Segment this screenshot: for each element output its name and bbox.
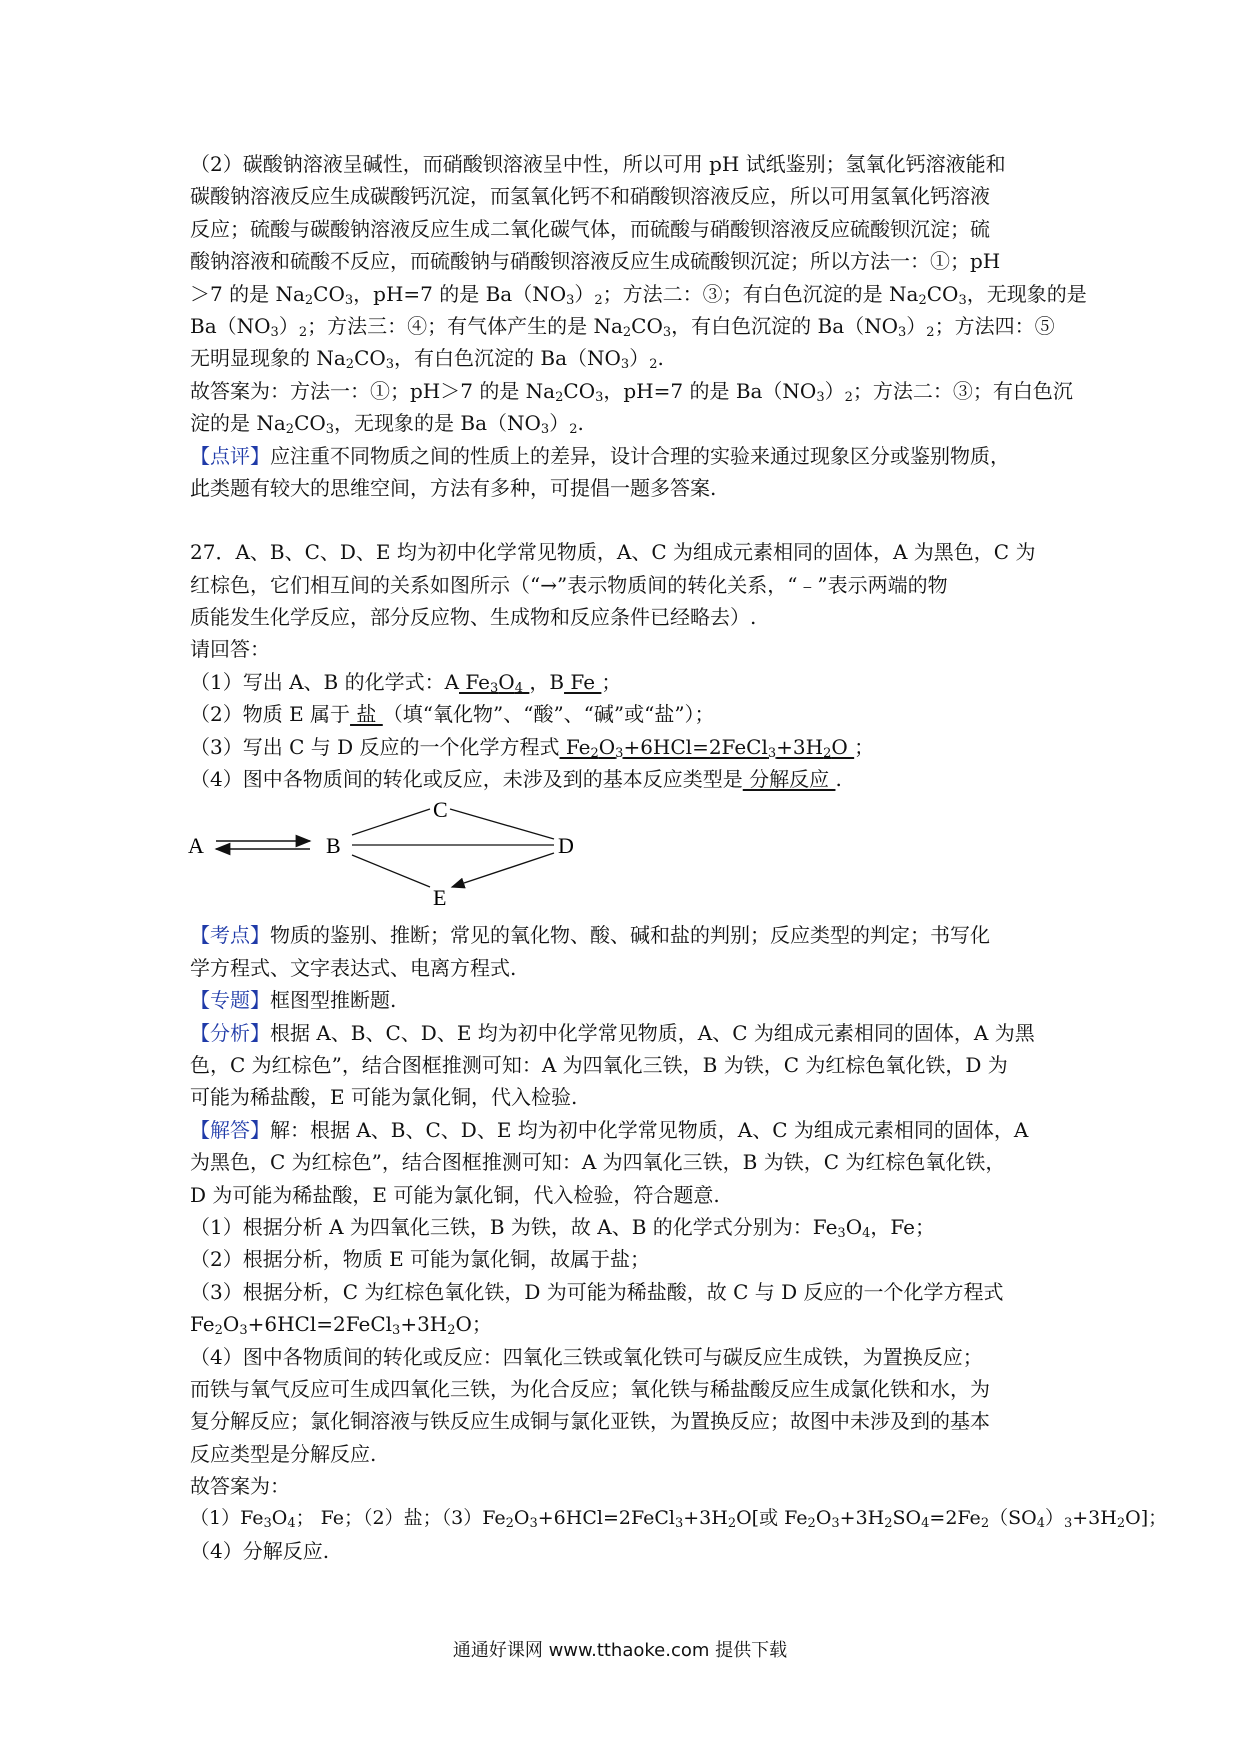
text-line: 学方程式、文字表达式、电离方程式. [190, 955, 517, 980]
q3-answer: $Fe_2O_3+6HCl=2FeCl_3+3H_2O$ [559, 734, 855, 761]
text-line: 酸钠溶液和硫酸不反应，而硫酸钠与硝酸钡溶液反应生成硫酸钡沉淀；所以方法一：①；pH [190, 249, 1001, 274]
q4-text: （4）图中各物质间的转化或反应，未涉及到的基本反应类型是 [190, 767, 743, 792]
text-line: 色，C 为红棕色”，结合图框推测可知：A 为四氧化三铁，B 为铁，C 为红棕色氧化铁，D 为 [190, 1052, 1008, 1077]
q1-answer-a: $Fe_3O_4$ [459, 669, 523, 696]
text-line: 此类题有较大的思维空间，方法有多种，可提倡一题多答案. [190, 475, 717, 500]
q3-text: （3）写出 C 与 D 反应的一个化学方程式 [190, 734, 560, 759]
text-line: 淀的是 $Na_2CO_3$，无现象的是 $Ba(NO_3)_2$. [190, 411, 584, 438]
sub-question-1 [190, 666, 1070, 698]
q1-text-b: ，B [529, 669, 565, 694]
arrow-d-to-e [452, 853, 554, 887]
text-line: $Fe_2O_3+6HCl=2FeCl_3+3H_2O$； [190, 1312, 492, 1339]
final-answer: $(1)Fe_3O_4$； Fe；（2）盐；$(3)Fe_2O_3+6HCl=2FeCl_3+3H_2O$[或 $Fe_2O_3+3H_2SO_4=2Fe_2(SO_4)_3+3H_2O$]； [190, 1507, 1168, 1532]
jieda-tag: 【解答】 [190, 1117, 270, 1142]
node-b: B [326, 833, 341, 859]
comment-text: 应注重不同物质之间的性质上的差异，设计合理的实验来通过现象区分或鉴别物质， [270, 443, 1010, 468]
sub-question-3 [190, 731, 1070, 763]
text-line: D 为可能为稀盐酸，E 可能为氯化铜，代入检验，符合题意. [190, 1182, 720, 1207]
q1-text: （1）写出 A、B 的化学式：A [190, 669, 460, 694]
relation-diagram [188, 797, 1070, 911]
text-line: 故答案为：方法一：①；pH＞7 的是 $Na_2CO_3$，pH=7 的是 $Ba(NO_3)_2$；方法二：③；有白色沉 [190, 378, 1073, 405]
question-stem: 红棕色，它们相互间的关系如图所示（“→”表示物质间的转化关系，“﹣”表示两端的物 [190, 572, 948, 597]
text-line: 反应类型是分解反应. [190, 1441, 377, 1466]
final-answer: （4）分解反应. [190, 1538, 330, 1563]
text-line: （2）根据分析，物质 E 可能为氯化铜，故属于盐； [190, 1247, 651, 1272]
question-ask: 请回答： [190, 637, 270, 662]
node-a: A [188, 833, 204, 859]
kaodian-tag: 【考点】 [190, 923, 270, 948]
comment-line [190, 440, 1070, 472]
q3-end: ； [854, 734, 875, 759]
node-e: E [433, 885, 447, 911]
jieda-line [190, 1114, 1070, 1146]
fenxi-tag: 【分析】 [190, 1020, 270, 1045]
final-title: 故答案为： [190, 1474, 290, 1499]
line-b-c [352, 809, 430, 835]
comment-tag: 【点评】 [190, 443, 270, 468]
text-line: （4）图中各物质间的转化或反应：四氧化三铁或氧化铁可与碳反应生成铁，为置换反应； [190, 1344, 983, 1369]
q2-end: （填“氧化物”、“酸”、“碱”或“盐”）； [382, 702, 715, 727]
zhuanti-tag: 【专题】 [190, 988, 270, 1013]
q4-end: . [835, 767, 842, 792]
kaodian-line [190, 919, 1070, 951]
page-footer: 通通好课网 www.tthaoke.com 提供下载 [452, 1640, 788, 1661]
fenxi-text: 根据 A、B、C、D、E 均为初中化学常见物质，A、C 为组成元素相同的固体，A 为黑 [270, 1020, 1035, 1045]
text-line: $Ba(NO_3)_2$；方法三：④；有气体产生的是 $Na_2CO_3$，有白色沉淀的 $Ba(NO_3)_2$；方法四：⑤ [190, 313, 1055, 340]
q4-answer: 分解反应 [742, 767, 836, 792]
line-b-e [352, 855, 430, 887]
question-stem: 27．A、B、C、D、E 均为初中化学常见物质，A、C 为组成元素相同的固体，A 为黑色，C 为 [190, 540, 1036, 565]
text-line: 而铁与氧气反应可生成四氧化三铁，为化合反应；氧化铁与稀盐酸反应生成氯化铁和水，为 [190, 1376, 990, 1401]
sub-question-4 [190, 763, 1070, 795]
diagram-svg [188, 797, 1070, 911]
fenxi-line [190, 1017, 1070, 1049]
jieda-text: 解：根据 A、B、C、D、E 均为初中化学常见物质，A、C 为组成元素相同的固体，A [270, 1117, 1029, 1142]
sub-question-2 [190, 698, 1070, 730]
text-line: 无明显现象的 $Na_2CO_3$，有白色沉淀的 $Ba(NO_3)_2$. [190, 346, 664, 373]
zhuanti-text: 框图型推断题. [270, 988, 397, 1013]
node-c: C [433, 797, 448, 823]
q1-answer-b: Fe [564, 669, 602, 694]
node-d: D [558, 833, 574, 859]
q2-answer: 盐 [350, 702, 383, 727]
q2-text: （2）物质 E 属于 [190, 702, 351, 727]
document-body [188, 148, 1168, 1567]
kaodian-text: 物质的鉴别、推断；常见的氧化物、酸、碱和盐的判别；反应类型的判定；书写化 [270, 923, 990, 948]
text-line: 复分解反应；氯化铜溶液与铁反应生成铜与氯化亚铁，为置换反应；故图中未涉及到的基本 [190, 1409, 990, 1434]
question-stem: 质能发生化学反应，部分反应物、生成物和反应条件已经略去）. [190, 605, 757, 630]
text-line: 可能为稀盐酸，E 可能为氯化铜，代入检验. [190, 1085, 578, 1110]
text-line: （2）碳酸钠溶液呈碱性，而硝酸钡溶液呈中性，所以可用 pH 试纸鉴别；氢氧化钙溶液能和 [190, 152, 1006, 176]
text-line: （1）根据分析 A 为四氧化三铁，B 为铁，故 A、B 的化学式分别为：$Fe_3O_4$，Fe； [190, 1214, 936, 1241]
text-line: 为黑色，C 为红棕色”，结合图框推测可知：A 为四氧化三铁，B 为铁，C 为红棕色氧化铁， [190, 1150, 1006, 1175]
text-line: （3）根据分析，C 为红棕色氧化铁，D 为可能为稀盐酸，故 C 与 D 反应的一个化学方程式 [190, 1279, 1004, 1304]
q1-end: ； [601, 669, 622, 694]
line-c-d [450, 809, 554, 839]
zhuanti-line [190, 984, 1070, 1016]
text-line: 反应；硫酸与碳酸钠溶液反应生成二氧化碳气体，而硫酸与硝酸钡溶液反应硫酸钡沉淀；硫 [190, 216, 990, 241]
text-line: ＞7 的是 $Na_2CO_3$，pH=7 的是 $Ba(NO_3)_2$；方法二：③；有白色沉淀的是 $Na_2CO_3$，无现象的是 [190, 281, 1087, 308]
text-line: 碳酸钠溶液反应生成碳酸钙沉淀，而氢氧化钙不和硝酸钡溶液反应，所以可用氢氧化钙溶液 [190, 184, 990, 209]
